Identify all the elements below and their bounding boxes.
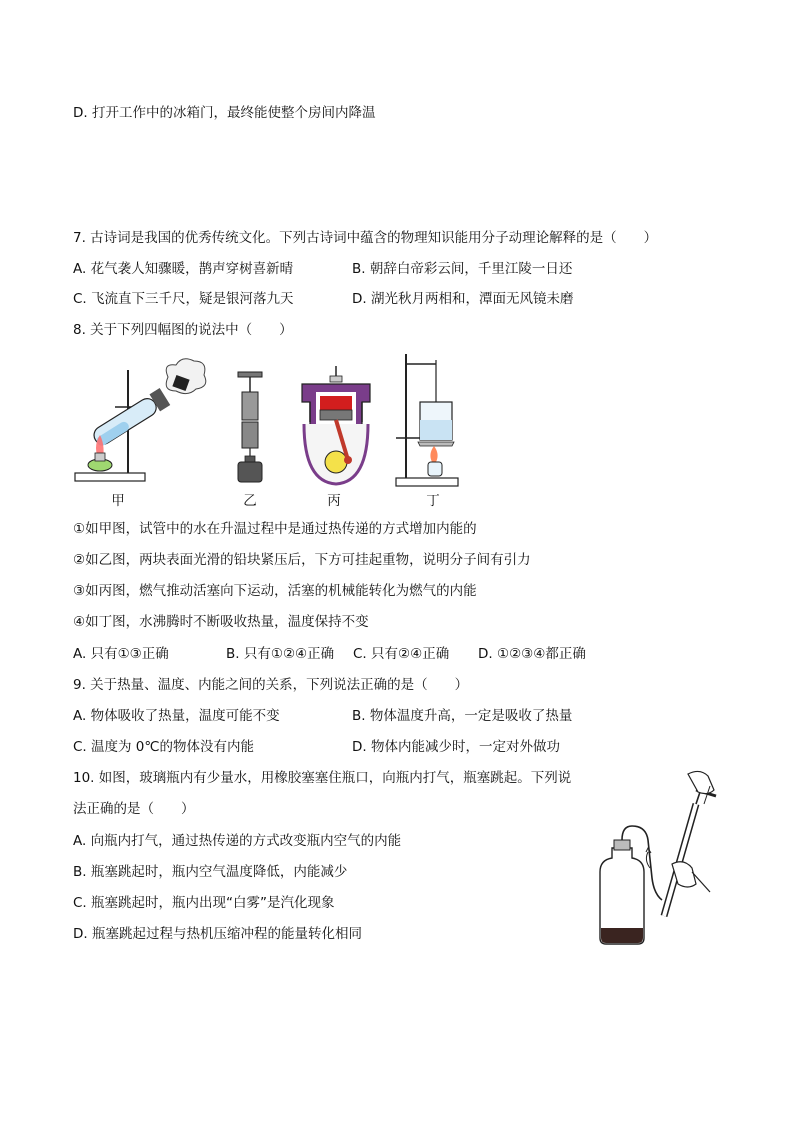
q9-option-b: B. 物体温度升高，一定是吸收了热量 xyxy=(352,708,573,724)
q8-statement-1: ①如甲图，试管中的水在升温过程中是通过热传递的方式增加内能的 xyxy=(73,521,477,537)
q8-option-b: B. 只有①②④正确 xyxy=(226,646,335,662)
q9-option-a: A. 物体吸收了热量，温度可能不变 xyxy=(73,708,280,724)
q7-stem: 7. 古诗词是我国的优秀传统文化。下列古诗词中蕴含的物理知识能用分子动理论解释的是（ ） xyxy=(73,230,658,246)
figure-jia xyxy=(70,355,210,490)
q8-option-d: D. ①②③④都正确 xyxy=(478,646,586,662)
figure-ding xyxy=(392,350,462,490)
q7-option-d: D. 湖光秋月两相和，潭面无风镜未磨 xyxy=(352,291,574,307)
figure-bottle-pump xyxy=(592,768,732,948)
q8-statement-2: ②如乙图，两块表面光滑的铅块紧压后，下方可挂起重物，说明分子间有引力 xyxy=(73,552,531,568)
q10-option-c: C. 瓶塞跳起时，瓶内出现“白雾”是汽化现象 xyxy=(73,895,335,911)
q10-option-b: B. 瓶塞跳起时，瓶内空气温度降低，内能减少 xyxy=(73,864,348,880)
q8-statement-4: ④如丁图，水沸腾时不断吸收热量，温度保持不变 xyxy=(73,614,369,630)
q8-statement-3: ③如丙图，燃气推动活塞向下运动，活塞的机械能转化为燃气的内能 xyxy=(73,583,477,599)
q6-option-d: D. 打开工作中的冰箱门，最终能使整个房间内降温 xyxy=(73,105,376,121)
figure-label-ding: 丁 xyxy=(426,493,440,509)
q9-option-c: C. 温度为 0℃的物体没有内能 xyxy=(73,739,255,755)
q8-option-a: A. 只有①③正确 xyxy=(73,646,169,662)
q7-option-b: B. 朝辞白帝彩云间，千里江陵一日还 xyxy=(352,261,573,277)
figure-bing xyxy=(296,362,376,492)
q8-stem: 8. 关于下列四幅图的说法中（ ） xyxy=(73,322,293,338)
figure-label-bing: 丙 xyxy=(327,493,341,509)
figure-label-jia: 甲 xyxy=(111,493,125,509)
q10-stem-line-2: 法正确的是（ ） xyxy=(73,801,195,817)
q9-stem: 9. 关于热量、温度、内能之间的关系，下列说法正确的是（ ） xyxy=(73,677,469,693)
figure-label-yi: 乙 xyxy=(243,493,257,509)
q9-option-d: D. 物体内能减少时，一定对外做功 xyxy=(352,739,560,755)
q8-option-c: C. 只有②④正确 xyxy=(353,646,450,662)
q10-stem-line-1: 10. 如图，玻璃瓶内有少量水，用橡胶塞塞住瓶口，向瓶内打气，瓶塞跳起。下列说 xyxy=(73,770,572,786)
q10-option-a: A. 向瓶内打气，通过热传递的方式改变瓶内空气的内能 xyxy=(73,833,402,849)
q10-option-d: D. 瓶塞跳起过程与热机压缩冲程的能量转化相同 xyxy=(73,926,362,942)
q7-option-a: A. 花气袭人知骤暖，鹊声穿树喜新晴 xyxy=(73,261,294,277)
figure-yi xyxy=(228,370,272,485)
q7-option-c: C. 飞流直下三千尺，疑是银河落九天 xyxy=(73,291,294,307)
